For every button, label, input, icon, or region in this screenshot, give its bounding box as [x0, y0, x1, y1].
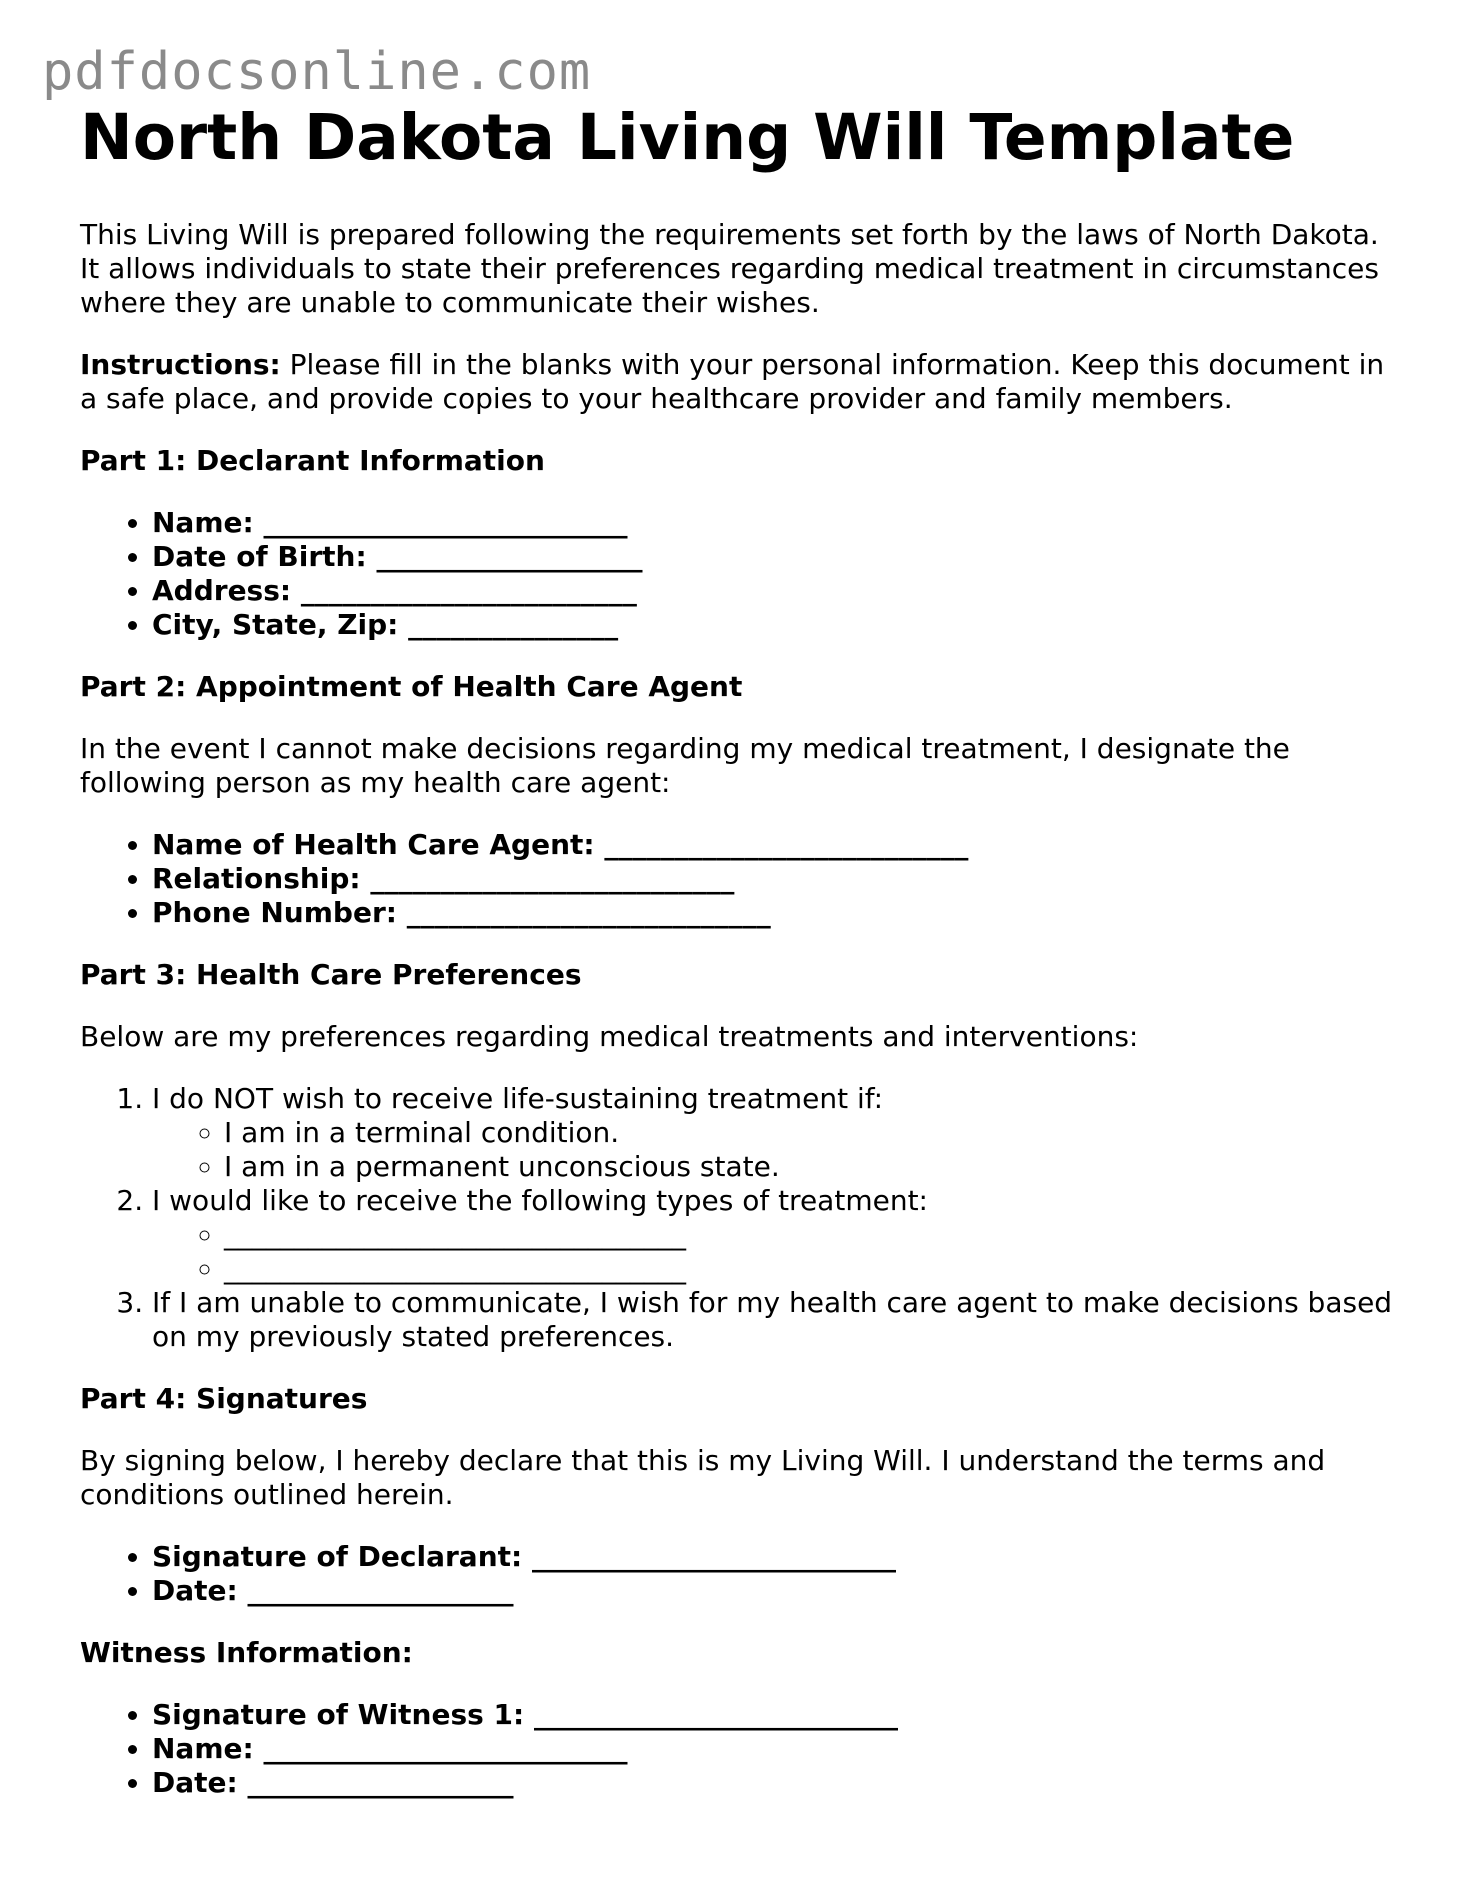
field-witness-name[interactable]: [152, 1732, 1400, 1766]
field-label: Date of Birth:: [152, 539, 367, 573]
field-label: Name:: [152, 1731, 254, 1765]
preference-item: [152, 1184, 1400, 1286]
page-title: North Dakota Living Will Template: [80, 101, 1295, 174]
part2-heading: Part 2: Appointment of Health Care Agent: [80, 669, 743, 703]
part1-heading: Part 1: Declarant Information: [80, 443, 545, 477]
instructions-text: Please fill in the blanks with your personal information. Keep this document in a safe place, and provide copies to your healthcare provider and family members.: [80, 347, 1385, 415]
field-relationship[interactable]: [152, 862, 1400, 896]
field-blank[interactable]: __________________________: [370, 861, 735, 895]
part3-paragraph: Below are my preferences regarding medical treatments and interventions:: [80, 1019, 1139, 1053]
treatment-blank[interactable]: ◦ _________________________________: [224, 1218, 1400, 1252]
preference-sublist: [152, 1218, 1400, 1286]
preferences-list: [80, 1082, 1400, 1354]
field-agent-name[interactable]: [152, 828, 1400, 862]
field-blank[interactable]: __________________________: [533, 1697, 898, 1731]
field-label: Signature of Witness 1:: [152, 1697, 525, 1731]
field-blank[interactable]: __________________________: [406, 895, 771, 929]
preference-text: I would like to receive the following types of treatment:: [152, 1183, 928, 1217]
field-label: Signature of Declarant:: [152, 1539, 523, 1573]
field-blank[interactable]: ___________________: [376, 539, 643, 573]
field-declarant-date[interactable]: [152, 1574, 1400, 1608]
field-label: Address:: [152, 573, 292, 607]
field-blank[interactable]: __________________________: [263, 505, 628, 539]
intro-paragraph: This Living Will is prepared following the requirements set forth by the laws of North Dakota. It allows individuals to state their preferences regarding medical treatment in circumstances where they are unable to communicate their wishes.: [80, 217, 1379, 319]
part4-paragraph: By signing below, I hereby declare that this is my Living Will. I understand the terms and conditions outlined herein.: [80, 1443, 1326, 1511]
preference-sublist: [152, 1116, 1400, 1184]
field-label: City, State, Zip:: [152, 607, 399, 641]
instructions-paragraph: [80, 348, 1400, 416]
field-blank[interactable]: ___________________: [247, 1573, 514, 1607]
field-address[interactable]: [152, 574, 1400, 608]
field-blank[interactable]: __________________________: [531, 1539, 896, 1573]
field-city-state-zip[interactable]: [152, 608, 1400, 642]
part4-heading: Part 4: Signatures: [80, 1381, 368, 1415]
part2-paragraph: In the event I cannot make decisions regarding my medical treatment, I designate the following person as my health care agent:: [80, 731, 1290, 799]
preference-item: 3. If I am unable to communicate, I wish for my health care agent to make decisions based on my previously stated preferences.: [152, 1286, 1400, 1354]
treatment-blank[interactable]: ◦ _________________________________: [224, 1252, 1400, 1286]
field-witness-date[interactable]: [152, 1766, 1400, 1800]
witness-fields: [80, 1698, 1400, 1800]
field-date-of-birth[interactable]: [152, 540, 1400, 574]
signature-fields: [80, 1540, 1400, 1608]
field-label: Date:: [152, 1765, 238, 1799]
field-blank[interactable]: _______________: [408, 607, 619, 641]
field-label: Name of Health Care Agent:: [152, 827, 595, 861]
field-name[interactable]: [152, 506, 1400, 540]
preference-text: I do NOT wish to receive life-sustaining treatment if:: [152, 1081, 884, 1115]
instructions-label: Instructions:: [80, 347, 281, 381]
document-page: [80, 100, 1400, 1828]
field-blank[interactable]: __________________________: [263, 1731, 628, 1765]
field-label: Phone Number:: [152, 895, 397, 929]
field-witness-signature[interactable]: [152, 1698, 1400, 1732]
witness-heading: Witness Information:: [80, 1635, 413, 1669]
declarant-fields: [80, 506, 1400, 642]
field-label: Relationship:: [152, 861, 361, 895]
watermark: pdfdocsonline.com: [42, 42, 592, 102]
field-phone-number[interactable]: [152, 896, 1400, 930]
field-blank[interactable]: ___________________: [247, 1765, 514, 1799]
preference-subitem: ◦ I am in a terminal condition.: [224, 1116, 1400, 1150]
preference-subitem: ◦ I am in a permanent unconscious state.: [224, 1150, 1400, 1184]
part3-heading: Part 3: Health Care Preferences: [80, 957, 582, 991]
field-label: Date:: [152, 1573, 238, 1607]
field-blank[interactable]: ________________________: [300, 573, 637, 607]
preference-item: [152, 1082, 1400, 1184]
agent-fields: [80, 828, 1400, 930]
field-label: Name:: [152, 505, 254, 539]
field-blank[interactable]: __________________________: [604, 827, 969, 861]
field-declarant-signature[interactable]: [152, 1540, 1400, 1574]
